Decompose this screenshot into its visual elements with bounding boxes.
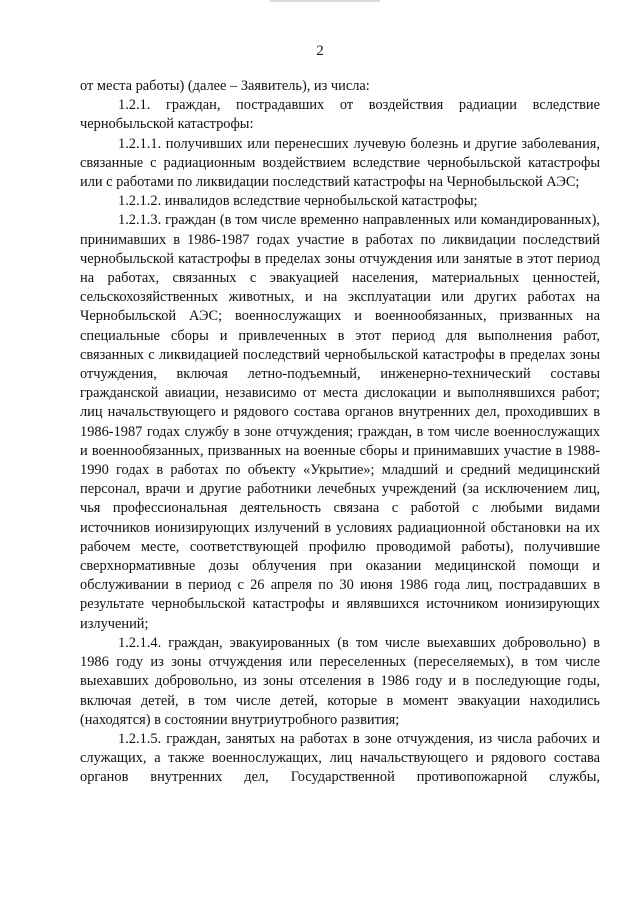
paragraph-1-2-1: 1.2.1. граждан, пострадавших от воздействия радиации вследствие чернобыльской катастрофы:: [80, 97, 600, 133]
paragraph-1-2-1-3: 1.2.1.3. граждан (в том числе временно направленных или командированных), принимавших в 1986-1987 годах участие в работах по ликвидации последствий чернобыльской катастрофы в пределах зоны отчуждения или занятые в этот период на работах, связанных с эвакуацией населения, материальных ценностей, сельскохозяйственных животных, и на эксплуатации или других работах на Чернобыльской АЭС; военнослужащих и военнообязанных, призванных на специальные сборы и привлеченных в этот период для выполнения работ, связанных с ликвидацией последствий чернобыльской катастрофы в пределах зоны отчуждения, включая летно-подъемный, инженерно-технический составы гражданской авиации, независимо от места дислокации и выполнявшихся работ; лиц начальствующего и рядового состава органов внутренних дел, проходивших в 1986-1987 годах службу в зоне отчуждения; граждан, в том числе военнослужащих и военнообязанных, призванных на военные сборы и принимавших участие в 1988-1990 годах в работах по объекту «Укрытие»; младший и средний медицинский персонал, врачи и другие работники лечебных учреждений (за исключением лиц, чья профессиональная деятельность связана с работой с любыми видами источников ионизирующих излучений в условиях радиационной обстановки на их рабочем месте, соответствующей профилю проводимой работы), получившие сверхнормативные дозы облучения при оказании медицинской помощи и обслуживании в период с 26 апреля по 30 июня 1986 года лиц, пострадавших в результате чернобыльской катастрофы и являвшихся источником ионизирующих излучений;: [80, 212, 600, 632]
paragraph-intro: от места работы) (далее – Заявитель), из числа:: [80, 78, 370, 94]
paragraph-1-2-1-2: 1.2.1.2. инвалидов вследствие чернобыльской катастрофы;: [118, 193, 478, 210]
paragraph-1-2-1-4: 1.2.1.4. граждан, эвакуированных (в том числе выехавших добровольно) в 1986 году из зоны отчуждения или переселенных (переселяемых), в том числе выехавших добровольно, из зоны отселения в 1986 году и в последующие годы, включая детей, в том числе детей, которые в момент эвакуации находились (находятся) в состоянии внутриутробного развития;: [80, 634, 600, 728]
page-number: 2: [316, 43, 324, 59]
paragraph-1-2-1-1: 1.2.1.1. получивших или перенесших лучевую болезнь и другие заболевания, связанные с радиационным воздействием вследствие чернобыльской катастрофы или с работами по ликвидации последствий катастрофы на Чернобыльской АЭС;: [80, 135, 600, 191]
paragraph-1-2-1-5: 1.2.1.5. граждан, занятых на работах в зоне отчуждения, из числа рабочих и служащих, а также военнослужащих, лиц начальствующего и рядового состава органов внутренних дел, Государственной противопожарной службы,: [80, 730, 600, 786]
document-body: [80, 77, 600, 788]
scan-edge-line: [270, 0, 380, 2]
